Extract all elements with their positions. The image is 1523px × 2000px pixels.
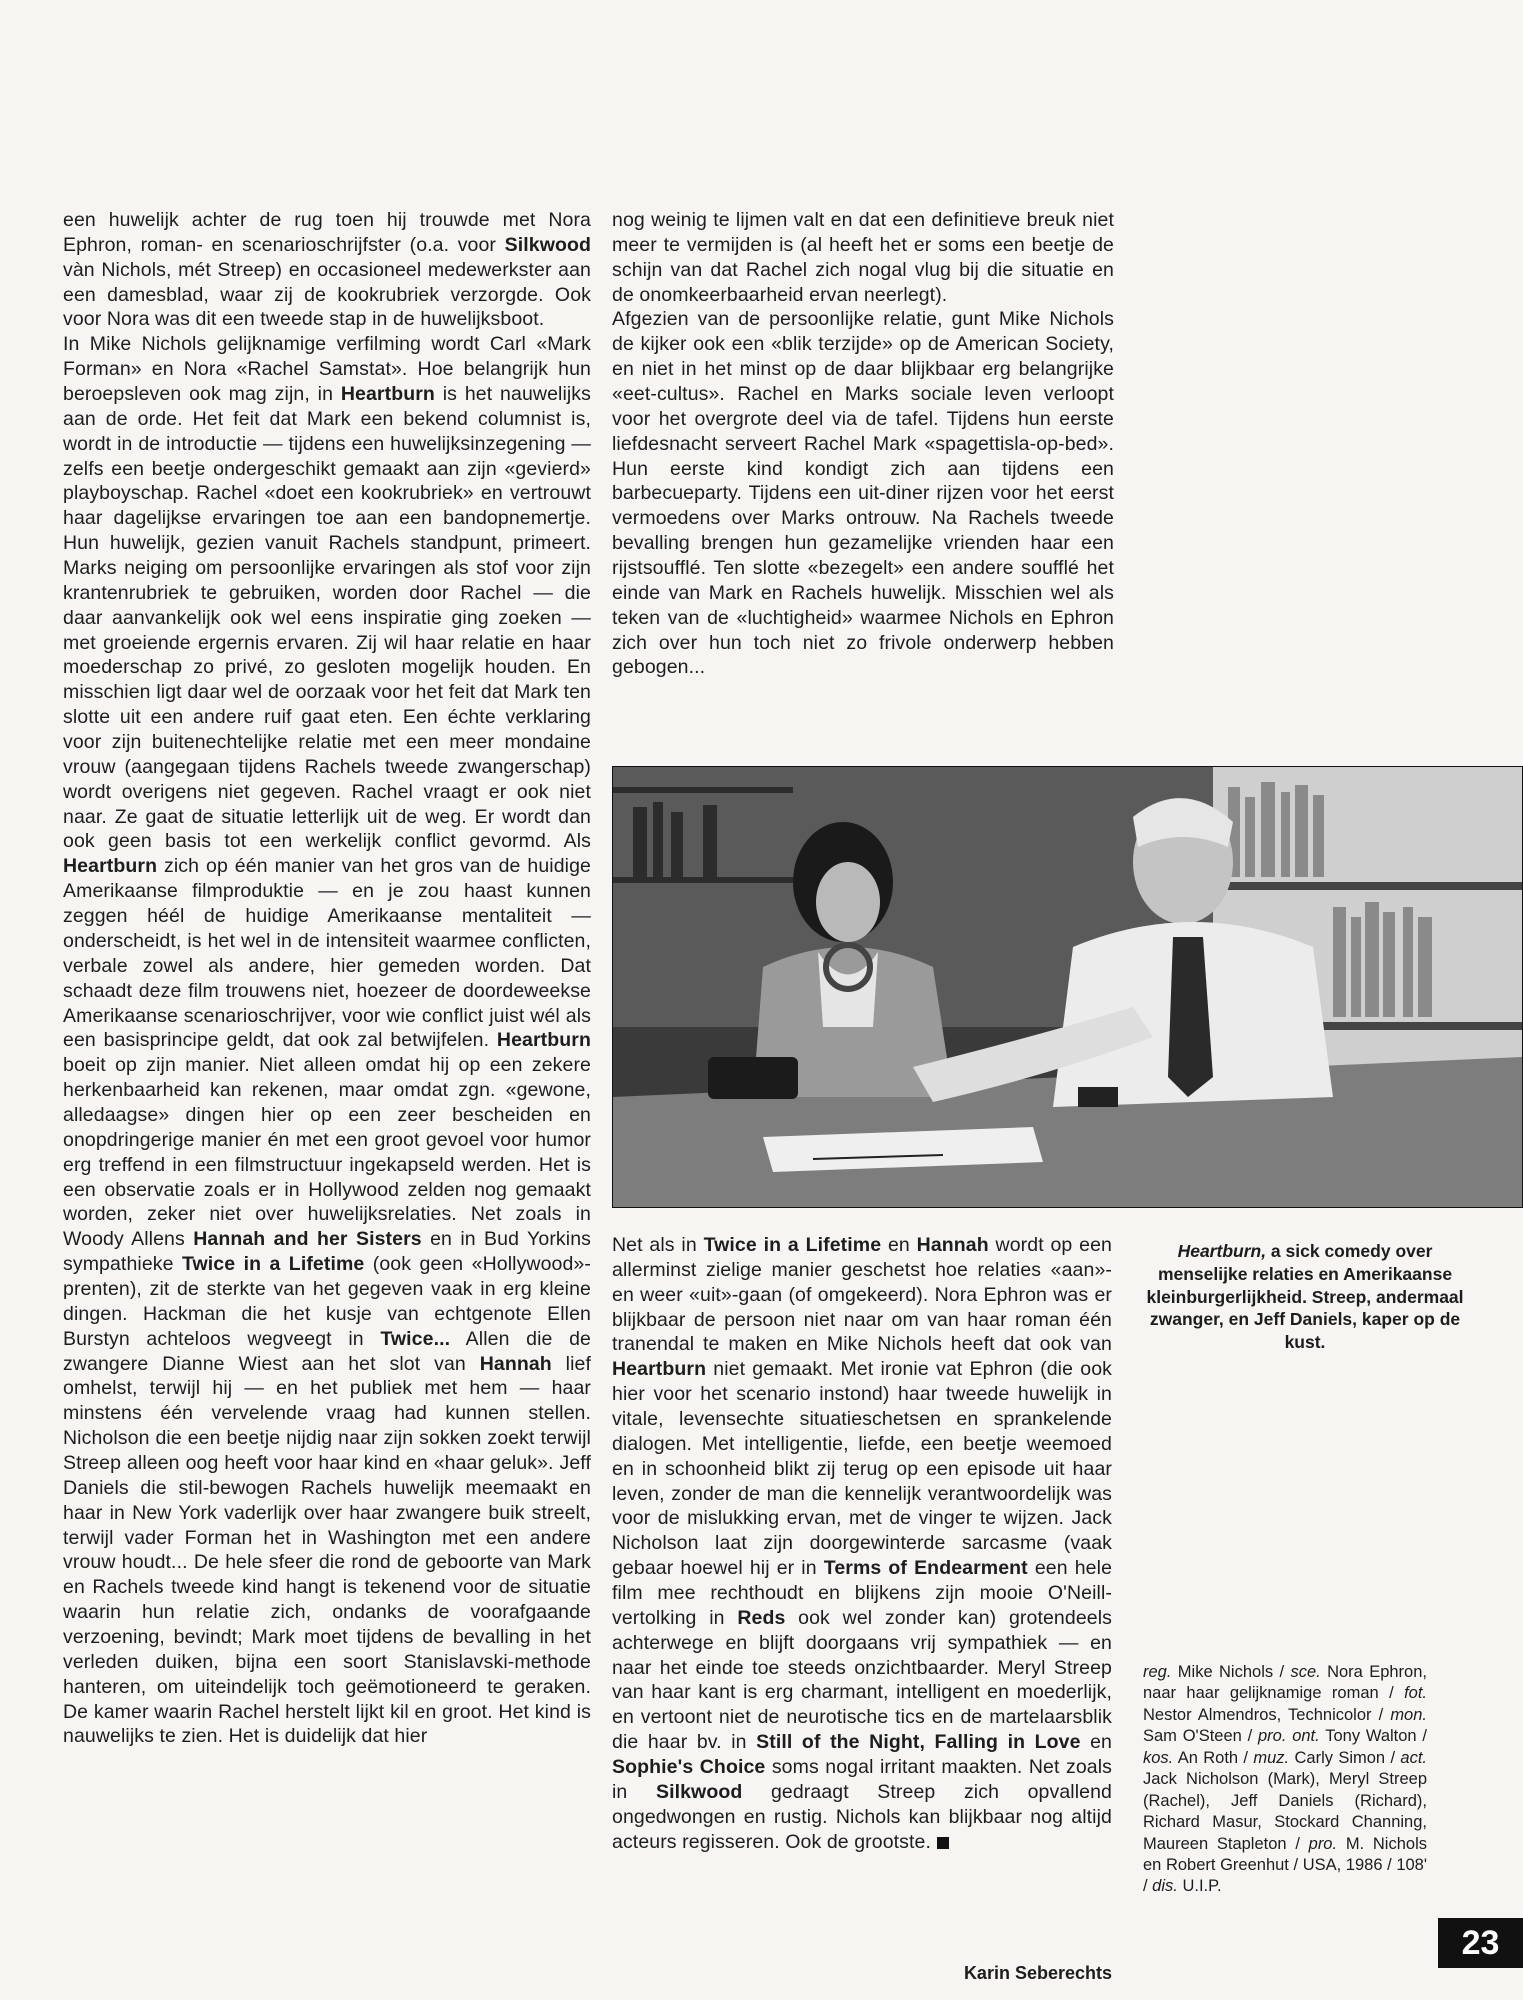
film-title: Heartburn <box>612 1358 707 1381</box>
film-title: Hannah <box>916 1234 989 1256</box>
page-number-badge: 23 <box>1438 1918 1523 1968</box>
film-title: Twice... <box>380 1327 451 1350</box>
article-column-right-bottom <box>612 1233 1112 1854</box>
paragraph-1: een huwelijk achter de rug toen hij trouwde met Nora Ephron, roman- en scenarioschrijfster (o.a. voor Silkwood vàn Nichols, mét Streep) en occasioneel medewerkster aan een damesblad, waar zij de kookrubriek verzorgde. Ook voor Nora was dit een tweede stap in de huwelijksboot. <box>63 209 591 331</box>
paragraph-5: Net als in Twice in a Lifetime en Hannah wordt op een allerminst zielige manier geschetst hoe relaties «aan»- en weer «uit»-gaan (of omgekeerd). Nora Ephron was er blijkbaar de persoon niet naar om van haar roman één tranendal te maken en Mike Nichols heeft dat ook van Heartburn niet gemaakt. Met ironie vat Ephron (die ook hier voor het scenario instond) haar tweede huwelijk in vitale, levensechte situatieschetsen en sprankelende dialogen. Met intelligentie, liefde, een beetje weemoed en in schoonheid blikt zij terug op een episode uit haar leven, zonder de man die kennelijk verantwoordelijk was voor de mislukking ervan, met de vinger te wijzen. Jack Nicholson laat zijn doorgewinterde sarcasme (vaak gebaar hoewel hij er in Terms of Endearment een hele film mee rechthoudt en blijkens zijn mooie O'Neill-vertolking in Reds ook wel zonder kan) grotendeels achterwege en blijft doorgaans vrij sympathiek — en naar het einde toe steeds onzichtbaarder. Meryl Streep van haar kant is erg charmant, intelligent en moederlijk, en vertoont niet de neurotische tics en de martelaarsblik die haar bv. in Still of the Night, Falling in Love en Sophie's Choice soms nogal irritant maakten. Net zoals in Silkwood gedraagt Streep zich opvallend ongedwongen en rustig. Nichols kan blijkbaar nog altijd acteurs regisseren. Ook de grootste. <box>612 1234 1113 1853</box>
article-column-left <box>63 208 591 1749</box>
film-title: Hannah <box>479 1352 552 1375</box>
paragraph-2: In Mike Nichols gelijknamige verfilming wordt Carl «Mark Forman» en Nora «Rachel Samstat». Hoe belangrijk hun beroepsleven ook mag zijn, in Heartburn is het nauwelijks aan de orde. Het feit dat Mark een bekend columnist is, wordt in de introductie — tijdens een huwelijksinzegening — zelfs een beetje ondergeschikt gemaakt aan zijn «gevierd» playboyschap. Rachel «doet een kookrubriek» en vertrouwt haar dagelijkse ervaringen toe aan een bandopnemertje. Hun huwelijk, gezien vanuit Rachels standpunt, primeert. Marks neiging om persoonlijke ervaringen als stof voor zijn krantenrubriek te gebruiken, worden door Rachel — die daar aanvankelijk ook wel eens inspiratie ging zoeken — met groeiende ergernis ervaren. Zij wil haar relatie en haar moederschap zo privé, zo gesloten mogelijk houden. En misschien ligt daar wel de oorzaak voor het feit dat Mark ten slotte uit een andere ruif gaat eten. Een échte verklaring voor zijn buitenechtelijke relatie met een meer mondaine vrouw (aangegaan tijdens Rachels tweede zwangerschap) wordt overigens niet gegeven. Rachel vraagt er ook niet naar. Ze gaat de situatie letterlijk uit de weg. Er wordt dan ook geen basis tot een werkelijk conflict gevormd. Als Heartburn zich op één manier van het gros van de huidige Amerikaanse filmproduktie — en je zou haast kunnen zeggen héél de huidige Amerikaanse mentaliteit — onderscheidt, is het wel in de intensiteit waarmee conflicten, verbale zowel als andere, hier gemeden worden. Dat schaadt deze film trouwens niet, hoezeer de doordeweekse Amerikaanse scenarioschrijver, voor wie conflict juist wél als een basisprincipe geldt, dat ook zal betwijfelen. Heartburn boeit op zijn manier. Niet alleen omdat hij op een zekere herkenbaarheid kan rekenen, maar omdat zgn. «gewone, alledaagse» dingen hier op een zeer bescheiden en onopdringerige manier én met een groot gevoel voor humor erg treffend in een filmstructuur ingekapseld werden. Het is een observatie zoals er in Hollywood zelden nog gemaakt worden, zeker niet over huwelijksrelaties. Net zoals in Woody Allens Hannah and her Sisters en in Bud Yorkins sympathieke Twice in a Lifetime (ook geen «Hollywood»-prenten), zit de sterkte van het gegeven vaak in erg kleine dingen. Hackman die het kusje van echtgenote Ellen Burstyn achteloos wegveegt in Twice... Allen die de zwangere Dianne Wiest aan het slot van Hannah lief omhelst, terwijl hij — en het publiek met hem — haar minstens één vervelende vraag had kunnen stellen. Nicholson die een beetje nijdig naar zijn sokken zoekt terwijl Streep alleen oog heeft voor haar kind en «haar geluk». Jeff Daniels die stil-bewogen Rachels huwelijk meemaakt en haar in New York vaderlijk over haar zwangere buik streelt, terwijl vader Forman het in Washington met een andere vrouw houdt... De hele sfeer die rond de geboorte van Mark en Rachels tweede kind hangt is tekenend voor de situatie waarin hun relatie zich, ondanks de voorafgaande verzoening, bevindt; Mark moet tijdens de bevalling in het verleden duiken, bijna een soort Stanislavski-methode hanteren, om uiteindelijk toch geëmotioneerd te geraken. De kamer waarin Rachel herstelt lijkt kil en groot. Het kind is nauwelijks te zien. Het is duidelijk dat hier <box>63 333 592 1748</box>
film-title: Twice in a Lifetime <box>703 1234 882 1256</box>
caption-text: a sick comedy over menselijke relaties en Amerikaanse kleinburgerlijkheid. Streep, andermaal zwanger, en Jeff Daniels, kaper op de kust. <box>1146 1241 1464 1352</box>
caption-title: Heartburn, <box>1177 1241 1267 1261</box>
film-title: Silkwood <box>655 1780 743 1803</box>
film-title: Sophie's Choice <box>612 1756 766 1779</box>
paragraph-4: Afgezien van de persoonlijke relatie, gunt Mike Nichols de kijker ook een «blik terzijde» op de American Society, en niet in het minst op de daar blijkbaar erg belangrijke «eet-cultus». Rachel en Marks sociale leven verloopt voor het overgrote deel via de tafel. Tijdens hun eerste liefdesnacht serveert Rachel Mark «spagettisla-op-bed». Hun eerste kind kondigt zich aan tijdens een barbecueparty. Tijdens een uit-diner rijzen voor het eerst vermoedens over Marks ontrouw. Na Rachels tweede bevalling brengen hun gezamelijke vrienden haar een rijstsoufflé. Ten slotte «bezegelt» een andere soufflé het einde van Mark en Rachels huwelijk. Misschien wel als teken van de «luchtigheid» waarmee Nichols en Ephron zich over hun toch niet zo frivole onderwerp hebben gebogen... <box>612 308 1114 679</box>
film-credits: reg. Mike Nichols / sce. Nora Ephron, naar haar gelijknamige roman / fot. Nestor Almendros, Technicolor / mon. Sam O'Steen / pro. ont. Tony Walton / kos. An Roth / muz. Carly Simon / act. Jack Nicholson (Mark), Meryl Streep (Rachel), Jeff Daniels (Richard), Richard Masur, Stockard Channing, Maureen Stapleton / pro. M. Nichols en Robert Greenhut / USA, 1986 / 108' / dis. U.I.P. <box>1143 1663 1427 1896</box>
photo-caption <box>1140 1240 1470 1354</box>
film-title: Still of the Night, Falling in Love <box>756 1731 1081 1754</box>
film-title: Silkwood <box>504 233 591 256</box>
film-title: Heartburn <box>496 1029 591 1052</box>
film-title: Heartburn <box>63 855 158 878</box>
film-title: Twice in a Lifetime <box>181 1253 365 1276</box>
end-of-article-square-icon <box>937 1837 949 1849</box>
film-title: Terms of Endearment <box>823 1557 1028 1580</box>
film-title: Heartburn <box>340 383 435 406</box>
film-title: Reds <box>737 1606 786 1629</box>
author-byline: Karin Seberechts <box>963 1963 1112 1983</box>
film-title: Hannah and her Sisters <box>193 1228 422 1251</box>
paragraph-3: nog weinig te lijmen valt en dat een definitieve breuk niet meer te vermijden is (al heeft het er soms een beetje de schijn van dat Rachel zich nogal vlug bij die situatie en de onomkeerbaarheid ervan neerlegt). <box>612 209 1114 306</box>
photo-illustration <box>613 767 1522 1207</box>
film-still-photo <box>612 766 1523 1208</box>
article-column-right-top <box>612 208 1114 680</box>
